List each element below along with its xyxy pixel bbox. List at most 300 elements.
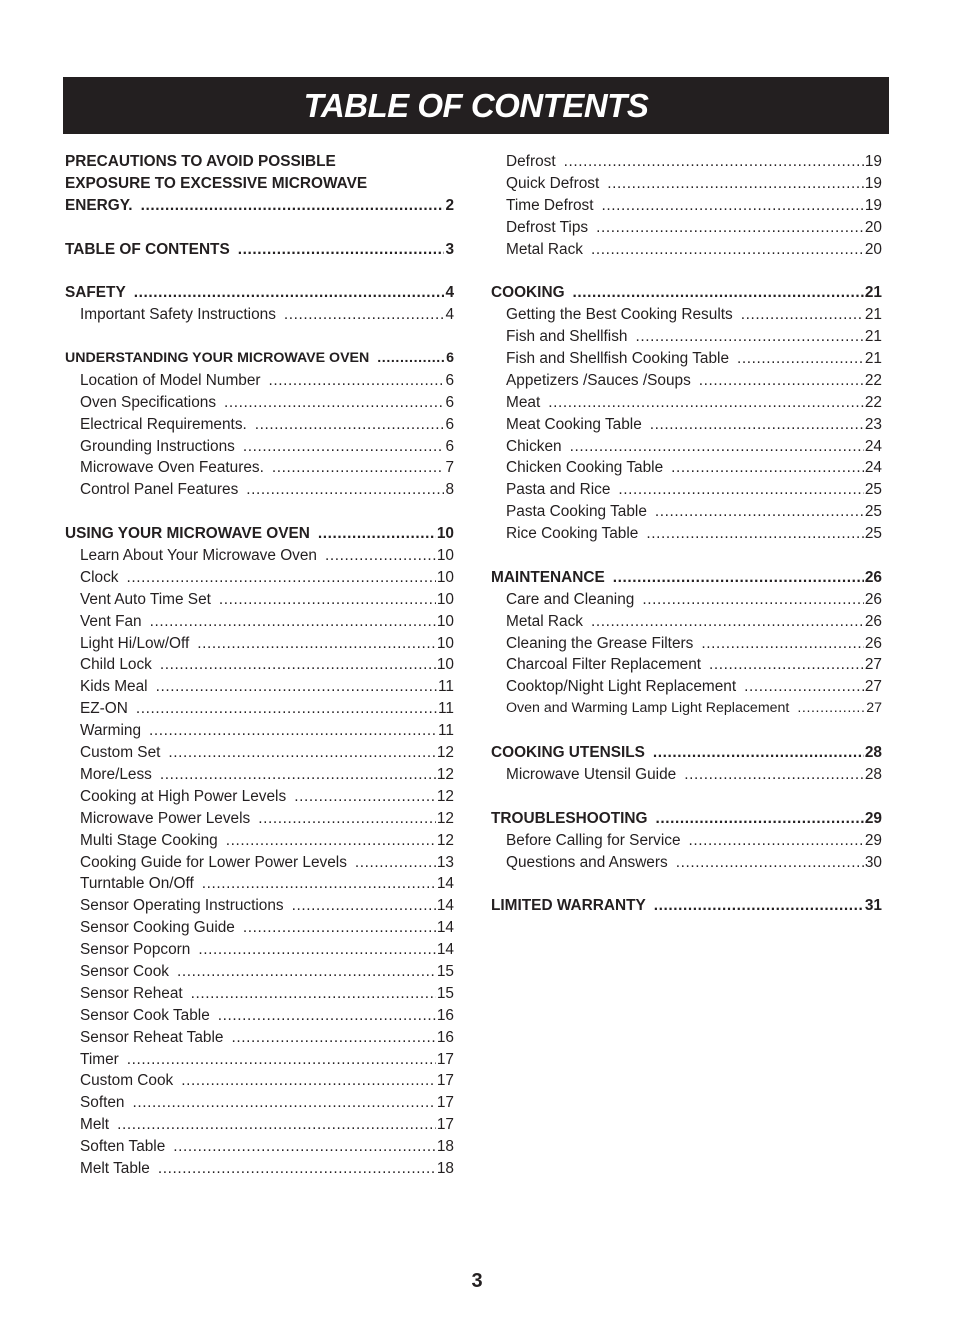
toc-page-number: 14 bbox=[436, 941, 454, 959]
toc-entry[interactable] bbox=[65, 895, 454, 917]
toc-dot-leader bbox=[684, 764, 864, 786]
toc-entry-label: Custom Set bbox=[80, 744, 161, 762]
toc-dot-leader bbox=[699, 370, 864, 392]
page-number: 3 bbox=[471, 1270, 483, 1292]
toc-page-number: 21 bbox=[864, 350, 882, 368]
toc-entry[interactable] bbox=[491, 436, 882, 458]
toc-page-number: 3 bbox=[445, 240, 454, 258]
toc-entry[interactable] bbox=[491, 173, 882, 195]
toc-spacer bbox=[491, 720, 882, 742]
toc-dot-leader bbox=[676, 852, 864, 874]
toc-page-number: 29 bbox=[864, 831, 882, 849]
toc-page-number: 2 bbox=[445, 196, 454, 214]
toc-page-number: 14 bbox=[436, 875, 454, 893]
toc-entry-label: UNDERSTANDING YOUR MICROWAVE OVEN bbox=[65, 350, 370, 367]
toc-entry-label: Microwave Oven Features. bbox=[80, 459, 264, 477]
toc-page-number: 14 bbox=[436, 919, 454, 937]
toc-dot-leader bbox=[156, 676, 437, 698]
toc-entry-label: Warming bbox=[80, 722, 141, 740]
toc-left-column bbox=[65, 151, 454, 1180]
toc-page-number: 23 bbox=[864, 415, 882, 433]
toc-entry[interactable] bbox=[491, 654, 882, 676]
toc-entry-label: Cooktop/Night Light Replacement bbox=[506, 678, 737, 696]
toc-entry-label: Important Safety Instructions bbox=[80, 306, 276, 324]
toc-dot-leader bbox=[318, 523, 436, 545]
toc-page-number: 19 bbox=[864, 174, 882, 192]
toc-section-entry[interactable] bbox=[491, 567, 882, 589]
toc-entry-label: Questions and Answers bbox=[506, 853, 668, 871]
toc-dot-leader bbox=[548, 392, 864, 414]
toc-entry[interactable] bbox=[491, 523, 882, 545]
toc-dot-leader bbox=[741, 304, 864, 326]
toc-page-number: 15 bbox=[436, 984, 454, 1002]
toc-page-number: 12 bbox=[436, 744, 454, 762]
toc-entry[interactable] bbox=[65, 1114, 454, 1136]
toc-entry[interactable] bbox=[65, 698, 454, 720]
toc-dot-leader bbox=[591, 239, 864, 261]
toc-entry-label: Child Lock bbox=[80, 656, 152, 674]
toc-dot-leader bbox=[618, 479, 863, 501]
toc-entry[interactable] bbox=[491, 611, 882, 633]
toc-dot-leader bbox=[655, 501, 864, 523]
toc-entry[interactable] bbox=[491, 633, 882, 655]
toc-dot-leader bbox=[126, 567, 435, 589]
toc-entry-label: More/Less bbox=[80, 765, 152, 783]
toc-dot-leader bbox=[255, 414, 445, 436]
toc-entry-label: Sensor Popcorn bbox=[80, 941, 191, 959]
toc-page-number: 11 bbox=[438, 678, 454, 696]
toc-dot-leader bbox=[570, 436, 864, 458]
toc-dot-leader bbox=[744, 676, 864, 698]
toc-dot-leader bbox=[377, 348, 445, 370]
toc-page-number: 19 bbox=[864, 196, 882, 214]
toc-dot-leader bbox=[642, 589, 864, 611]
toc-page-number: 6 bbox=[445, 437, 454, 455]
toc-entry-label: Sensor Cook bbox=[80, 962, 169, 980]
toc-entry[interactable] bbox=[491, 151, 882, 173]
toc-dot-leader bbox=[607, 173, 864, 195]
toc-spacer bbox=[65, 501, 454, 523]
toc-page-number: 28 bbox=[864, 765, 882, 783]
toc-entry[interactable] bbox=[65, 545, 454, 567]
toc-dot-leader bbox=[646, 523, 864, 545]
toc-entry-label: SAFETY bbox=[65, 284, 126, 302]
toc-page-number: 29 bbox=[864, 809, 882, 827]
toc-entry[interactable] bbox=[491, 348, 882, 370]
toc-entry[interactable] bbox=[65, 611, 454, 633]
toc-dot-leader bbox=[325, 545, 436, 567]
toc-right-column bbox=[491, 151, 882, 917]
toc-dot-leader bbox=[258, 808, 436, 830]
toc-entry[interactable] bbox=[65, 852, 454, 874]
toc-entry[interactable] bbox=[491, 479, 882, 501]
toc-entry[interactable] bbox=[491, 830, 882, 852]
toc-entry-label: Microwave Power Levels bbox=[80, 809, 251, 827]
toc-dot-leader bbox=[141, 195, 445, 217]
toc-dot-leader bbox=[150, 611, 436, 633]
toc-dot-leader bbox=[246, 479, 444, 501]
toc-page-number: 17 bbox=[436, 1050, 454, 1068]
toc-entry[interactable] bbox=[65, 654, 454, 676]
toc-page-number: 27 bbox=[864, 678, 882, 696]
toc-entry-label: Defrost Tips bbox=[506, 218, 589, 236]
toc-page-number: 10 bbox=[436, 525, 454, 543]
toc-dot-leader bbox=[202, 873, 436, 895]
toc-page-number: 10 bbox=[436, 612, 454, 630]
toc-dot-leader bbox=[272, 457, 445, 479]
toc-entry-label: Rice Cooking Table bbox=[506, 525, 639, 543]
toc-section-entry[interactable] bbox=[491, 742, 882, 764]
toc-dot-leader bbox=[573, 282, 864, 304]
toc-entry[interactable] bbox=[491, 239, 882, 261]
toc-page-number: 18 bbox=[436, 1159, 454, 1177]
toc-dot-leader bbox=[134, 282, 445, 304]
toc-dot-leader bbox=[269, 370, 445, 392]
toc-entry-label: Turntable On/Off bbox=[80, 875, 194, 893]
toc-dot-leader bbox=[168, 742, 435, 764]
toc-page-number: 25 bbox=[864, 481, 882, 499]
toc-entry-label: Custom Cook bbox=[80, 1072, 174, 1090]
toc-entry-label: Cleaning the Grease Filters bbox=[506, 634, 694, 652]
toc-entry-label: Quick Defrost bbox=[506, 174, 600, 192]
toc-page-number: 10 bbox=[436, 634, 454, 652]
toc-page-number: 26 bbox=[864, 590, 882, 608]
toc-dot-leader bbox=[197, 633, 436, 655]
toc-entry-label: Metal Rack bbox=[506, 612, 583, 630]
toc-page-number: 12 bbox=[436, 809, 454, 827]
toc-section-entry[interactable] bbox=[491, 808, 882, 830]
toc-entry[interactable] bbox=[65, 1049, 454, 1071]
toc-page-number: 21 bbox=[864, 284, 882, 302]
toc-entry[interactable] bbox=[65, 567, 454, 589]
toc-page-number: 18 bbox=[436, 1138, 454, 1156]
toc-page-number: 28 bbox=[864, 744, 882, 762]
toc-entry-label: Oven and Warming Lamp Light Replacement bbox=[506, 700, 790, 717]
toc-entry[interactable] bbox=[65, 720, 454, 742]
toc-page-number: 21 bbox=[864, 328, 882, 346]
toc-page-number: 26 bbox=[864, 612, 882, 630]
toc-entry-label: Timer bbox=[80, 1050, 119, 1068]
toc-entry-label: Sensor Operating Instructions bbox=[80, 897, 284, 915]
toc-section-entry[interactable] bbox=[65, 348, 454, 370]
toc-spacer bbox=[491, 873, 882, 895]
toc-entry-label: Kids Meal bbox=[80, 678, 148, 696]
toc-page-number: 13 bbox=[436, 853, 454, 871]
toc-entry[interactable] bbox=[65, 479, 454, 501]
toc-entry-label: TABLE OF CONTENTS bbox=[65, 240, 230, 258]
toc-spacer bbox=[65, 326, 454, 348]
toc-entry-label: Light Hi/Low/Off bbox=[80, 634, 190, 652]
toc-dot-leader bbox=[160, 654, 436, 676]
toc-entry-label: Melt Table bbox=[80, 1159, 150, 1177]
toc-page-number: 20 bbox=[864, 240, 882, 258]
toc-entry[interactable] bbox=[65, 1092, 454, 1114]
toc-entry[interactable] bbox=[65, 873, 454, 895]
toc-page-number: 16 bbox=[436, 1028, 454, 1046]
toc-entry-label: Time Defrost bbox=[506, 196, 594, 214]
toc-page-number: 15 bbox=[436, 962, 454, 980]
toc-entry[interactable] bbox=[65, 742, 454, 764]
toc-page-number: 4 bbox=[445, 306, 454, 324]
toc-page-number: 12 bbox=[436, 831, 454, 849]
toc-entry[interactable] bbox=[491, 326, 882, 348]
toc-entry-label: Charcoal Filter Replacement bbox=[506, 656, 702, 674]
toc-dot-leader bbox=[231, 1027, 435, 1049]
toc-entry-label: Pasta and Rice bbox=[506, 481, 611, 499]
toc-page-number: 6 bbox=[445, 371, 454, 389]
toc-dot-leader bbox=[737, 348, 864, 370]
toc-entry[interactable] bbox=[491, 217, 882, 239]
toc-page-number: 20 bbox=[864, 218, 882, 236]
toc-entry[interactable] bbox=[491, 370, 882, 392]
toc-entry[interactable] bbox=[491, 457, 882, 479]
toc-entry-label: Soften Table bbox=[80, 1138, 166, 1156]
toc-page-number: 10 bbox=[436, 547, 454, 565]
toc-dot-leader bbox=[173, 1136, 436, 1158]
toc-section-entry[interactable] bbox=[65, 239, 454, 261]
toc-entry-label: Appetizers /Sauces /Soups bbox=[506, 371, 691, 389]
toc-dot-leader bbox=[160, 764, 436, 786]
toc-spacer bbox=[491, 786, 882, 808]
toc-dot-leader bbox=[671, 457, 864, 479]
toc-entry-label: Melt bbox=[80, 1116, 110, 1134]
toc-dot-leader bbox=[797, 698, 865, 720]
toc-entry-label: USING YOUR MICROWAVE OVEN bbox=[65, 525, 310, 543]
toc-entry[interactable] bbox=[65, 392, 454, 414]
toc-page-number: 6 bbox=[445, 415, 454, 433]
toc-entry[interactable] bbox=[65, 1070, 454, 1092]
toc-page-number: 10 bbox=[436, 568, 454, 586]
toc-spacer bbox=[491, 545, 882, 567]
toc-section-entry[interactable] bbox=[65, 282, 454, 304]
toc-entry[interactable] bbox=[65, 370, 454, 392]
toc-page-number: 8 bbox=[445, 481, 454, 499]
toc-entry-label: COOKING UTENSILS bbox=[491, 744, 645, 762]
toc-entry-label: Care and Cleaning bbox=[506, 590, 635, 608]
toc-entry[interactable] bbox=[65, 808, 454, 830]
toc-dot-leader bbox=[284, 304, 445, 326]
toc-spacer bbox=[65, 217, 454, 239]
toc-page-number: 24 bbox=[864, 459, 882, 477]
toc-dot-leader bbox=[133, 1092, 436, 1114]
toc-dot-leader bbox=[654, 895, 864, 917]
toc-page-number: 25 bbox=[864, 525, 882, 543]
toc-entry-label: Location of Model Number bbox=[80, 371, 261, 389]
toc-entry[interactable] bbox=[65, 983, 454, 1005]
toc-spacer bbox=[65, 260, 454, 282]
toc-entry-label: Pasta Cooking Table bbox=[506, 503, 647, 521]
toc-page-number: 10 bbox=[436, 590, 454, 608]
toc-entry[interactable] bbox=[65, 786, 454, 808]
toc-dot-leader bbox=[650, 414, 864, 436]
toc-dot-leader bbox=[226, 830, 436, 852]
toc-page-number: 31 bbox=[864, 897, 882, 915]
toc-page-number: 27 bbox=[864, 656, 882, 674]
toc-page-number: 17 bbox=[436, 1072, 454, 1090]
toc-dot-leader bbox=[181, 1070, 436, 1092]
toc-entry[interactable] bbox=[65, 939, 454, 961]
toc-section-entry[interactable] bbox=[491, 895, 882, 917]
toc-entry-label: Multi Stage Cooking bbox=[80, 831, 218, 849]
toc-dot-leader bbox=[294, 786, 436, 808]
toc-page-number: 6 bbox=[445, 393, 454, 411]
toc-entry[interactable] bbox=[491, 676, 882, 698]
toc-entry-label: EZ-ON bbox=[80, 700, 128, 718]
toc-entry[interactable] bbox=[491, 304, 882, 326]
toc-dot-leader bbox=[355, 852, 436, 874]
toc-page-number: 26 bbox=[864, 568, 882, 586]
toc-dot-leader bbox=[136, 698, 437, 720]
toc-dot-leader bbox=[596, 217, 864, 239]
toc-entry[interactable] bbox=[65, 917, 454, 939]
toc-section-entry[interactable] bbox=[65, 151, 454, 173]
toc-entry-label: COOKING bbox=[491, 284, 565, 302]
toc-entry[interactable] bbox=[65, 633, 454, 655]
toc-dot-leader bbox=[689, 830, 864, 852]
toc-entry[interactable] bbox=[491, 501, 882, 523]
toc-entry[interactable] bbox=[65, 457, 454, 479]
toc-dot-leader bbox=[158, 1158, 436, 1180]
toc-dot-leader bbox=[709, 654, 864, 676]
toc-page-number: 4 bbox=[445, 284, 454, 302]
toc-dot-leader bbox=[191, 983, 436, 1005]
toc-entry-label: Cooking Guide for Lower Power Levels bbox=[80, 853, 347, 871]
toc-page-number: 11 bbox=[438, 722, 454, 740]
toc-entry-label: Soften bbox=[80, 1094, 125, 1112]
toc-entry-label: Vent Auto Time Set bbox=[80, 590, 211, 608]
page-title: TABLE OF CONTENTS bbox=[303, 86, 649, 124]
toc-dot-leader bbox=[635, 326, 863, 348]
toc-dot-leader bbox=[564, 151, 864, 173]
toc-entry-label: MAINTENANCE bbox=[491, 568, 605, 586]
toc-entry-label: Sensor Reheat bbox=[80, 984, 183, 1002]
toc-entry[interactable] bbox=[65, 414, 454, 436]
toc-entry-label: Chicken bbox=[506, 437, 562, 455]
toc-page-number: 27 bbox=[866, 700, 882, 717]
toc-dot-leader bbox=[198, 939, 436, 961]
toc-entry[interactable] bbox=[491, 698, 882, 720]
toc-dot-leader bbox=[591, 611, 864, 633]
toc-entry[interactable] bbox=[491, 392, 882, 414]
toc-entry-label: Meat bbox=[506, 393, 541, 411]
toc-entry-label: Electrical Requirements. bbox=[80, 415, 247, 433]
toc-section-entry[interactable] bbox=[65, 173, 454, 195]
toc-spacer bbox=[491, 260, 882, 282]
toc-page-number: 14 bbox=[436, 897, 454, 915]
toc-page-number: 17 bbox=[436, 1116, 454, 1134]
toc-entry[interactable] bbox=[491, 852, 882, 874]
toc-dot-leader bbox=[243, 917, 436, 939]
toc-entry-label: EXPOSURE TO EXCESSIVE MICROWAVE bbox=[65, 174, 368, 192]
toc-dot-leader bbox=[177, 961, 436, 983]
toc-section-entry[interactable] bbox=[65, 523, 454, 545]
toc-entry[interactable] bbox=[65, 1027, 454, 1049]
toc-dot-leader bbox=[243, 436, 445, 458]
toc-page-number: 11 bbox=[438, 700, 454, 718]
toc-entry-label: Fish and Shellfish bbox=[506, 328, 628, 346]
toc-entry[interactable] bbox=[65, 1136, 454, 1158]
toc-entry-label: ENERGY. bbox=[65, 196, 133, 214]
toc-dot-leader bbox=[218, 1005, 436, 1027]
header-bar bbox=[63, 77, 889, 134]
toc-entry[interactable] bbox=[65, 676, 454, 698]
toc-entry-label: Vent Fan bbox=[80, 612, 142, 630]
toc-page-number: 12 bbox=[436, 765, 454, 783]
toc-dot-leader bbox=[292, 895, 436, 917]
toc-dot-leader bbox=[602, 195, 864, 217]
toc-entry-label: Grounding Instructions bbox=[80, 437, 235, 455]
toc-entry[interactable] bbox=[65, 1005, 454, 1027]
toc-entry[interactable] bbox=[65, 589, 454, 611]
toc-page-number: 7 bbox=[445, 459, 454, 477]
toc-dot-leader bbox=[238, 239, 445, 261]
toc-entry-label: Fish and Shellfish Cooking Table bbox=[506, 350, 730, 368]
toc-page-number: 22 bbox=[864, 371, 882, 389]
toc-entry-label: TROUBLESHOOTING bbox=[491, 809, 648, 827]
toc-page-number: 17 bbox=[436, 1094, 454, 1112]
toc-entry-label: Chicken Cooking Table bbox=[506, 459, 664, 477]
toc-page-number: 24 bbox=[864, 437, 882, 455]
toc-section-entry[interactable] bbox=[491, 282, 882, 304]
toc-page-number: 25 bbox=[864, 503, 882, 521]
toc-dot-leader bbox=[224, 392, 444, 414]
toc-entry-label: Control Panel Features bbox=[80, 481, 239, 499]
toc-page-number: 21 bbox=[864, 306, 882, 324]
toc-entry[interactable] bbox=[65, 764, 454, 786]
toc-entry[interactable] bbox=[491, 764, 882, 786]
toc-entry-label: Sensor Cooking Guide bbox=[80, 919, 235, 937]
toc-dot-leader bbox=[219, 589, 436, 611]
toc-dot-leader bbox=[127, 1049, 436, 1071]
toc-page-number: 19 bbox=[864, 153, 882, 170]
toc-page-number: 10 bbox=[436, 656, 454, 674]
toc-section-entry[interactable] bbox=[65, 195, 454, 217]
toc-dot-leader bbox=[149, 720, 437, 742]
toc-dot-leader bbox=[613, 567, 864, 589]
toc-entry-label: Learn About Your Microwave Oven bbox=[80, 547, 317, 565]
toc-entry-label: Sensor Reheat Table bbox=[80, 1028, 224, 1046]
toc-dot-leader bbox=[655, 808, 863, 830]
toc-entry[interactable] bbox=[491, 414, 882, 436]
toc-entry[interactable] bbox=[65, 1158, 454, 1180]
toc-dot-leader bbox=[653, 742, 864, 764]
toc-entry-label: Clock bbox=[80, 568, 119, 586]
toc-page-number: 30 bbox=[864, 853, 882, 871]
toc-entry[interactable] bbox=[65, 436, 454, 458]
toc-entry[interactable] bbox=[65, 961, 454, 983]
toc-entry-label: Cooking at High Power Levels bbox=[80, 787, 287, 805]
toc-entry[interactable] bbox=[491, 589, 882, 611]
toc-dot-leader bbox=[701, 633, 864, 655]
toc-entry-label: Getting the Best Cooking Results bbox=[506, 306, 733, 324]
toc-entry-label: Sensor Cook Table bbox=[80, 1006, 210, 1024]
toc-entry[interactable] bbox=[65, 830, 454, 852]
toc-entry-label: Oven Specifications bbox=[80, 393, 217, 411]
toc-entry-label: PRECAUTIONS TO AVOID POSSIBLE bbox=[65, 153, 336, 170]
toc-entry-label: Meat Cooking Table bbox=[506, 415, 642, 433]
toc-entry-label: Metal Rack bbox=[506, 240, 583, 258]
toc-dot-leader bbox=[117, 1114, 436, 1136]
toc-entry-label: Microwave Utensil Guide bbox=[506, 765, 677, 783]
toc-entry-label: Defrost bbox=[506, 153, 556, 170]
toc-entry[interactable] bbox=[491, 195, 882, 217]
toc-page-number: 22 bbox=[864, 393, 882, 411]
toc-entry-label: Before Calling for Service bbox=[506, 831, 681, 849]
toc-entry-label: LIMITED WARRANTY bbox=[491, 897, 646, 915]
toc-entry[interactable] bbox=[65, 304, 454, 326]
toc-page-number: 16 bbox=[436, 1006, 454, 1024]
toc-page-number: 12 bbox=[436, 787, 454, 805]
